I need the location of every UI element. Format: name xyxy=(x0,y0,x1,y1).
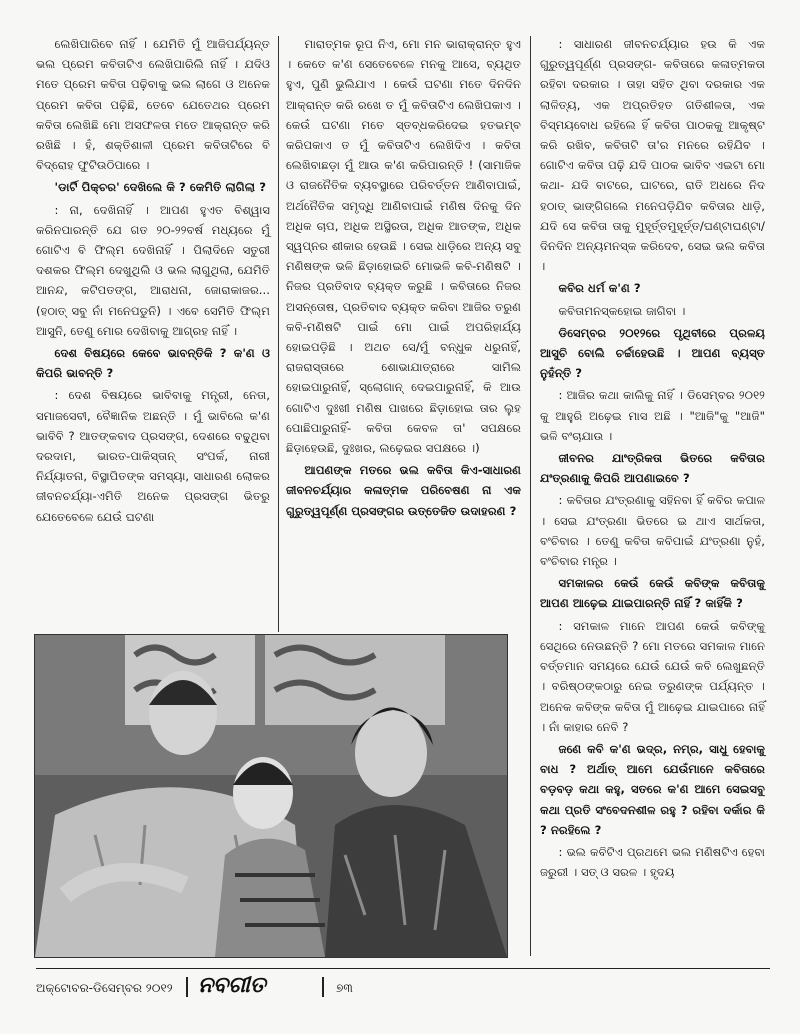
paragraph: ମାରାତ୍ମକ ରୂପ ନିଏ, ମୋ ମନ ଭାରାକ୍ରାନ୍ତ ହୁଏ । କେତେ କ'ଣ ସେତେବେଳେ ମନକୁ ଆସେ, ବ୍ୟଥିତ ହୁଏ, ପୁଣି ଭୁଲିଯାଏ । କେଉଁ ଘଟଣା ମତେ ଦିନଦିନ ଆକ୍ରାନ୍ତ କରି ରଖେ ତ ମୁଁ କବିତାଟିଏ ଲେଖିପକାଏ । କେଉଁ ଘଟଣା ମତେ ସ୍ତବ୍ଧକରିଦେଇ ହତଭମ୍ବ କରିପକାଏ ତ ମୁଁ କବିତାଟିଏ ଲେଖିଦିଏ । କବିତା ଲେଖିବାଛଡ଼ା ମୁଁ ଆଉ କ'ଣ କରିପାରନ୍ତି ! (ସାମାଜିକ ଓ ରାଜନୈତିକ ବ୍ୟବସ୍ଥାରେ ପରିବର୍ତ୍ତନ ଆଣିବାପାଇଁ, ଅର୍ଥନୈତିକ ସମୃଦ୍ଧି ଆଣିବାପାଇଁ ମଣିଷ ଦିନକୁ ଦିନ ଅଧିକ ଚାପ, ଅଧିକ ଅସ୍ଥିରତା, ଅଧିକ ଆତଙ୍କ, ଅଧିକ ସ୍ୱପ୍ନର ଶୀକାର ହେଉଛି । ସେଇ ଧାଡ଼ିରେ ଅନ୍ୟ ସବୁ ମଣିଷଙ୍କ ଭଳି ଛିଡ଼ାହୋଇଚି ମୋଭଳି କବି-ମଣିଷଟି । ନିଜର ପ୍ରତିବାଦ ବ୍ୟକ୍ତ କରୁଛି । କବିତାରେ ନିଜର ଅସନ୍ତୋଷ, ପ୍ରତିବାଦ ବ୍ୟକ୍ତ କରିବା ଆଜିର ତରୁଣ କବି-ମଣିଷଟି ପାଇଁ ମୋ ପାଇଁ ଅପରିହାର୍ଯ୍ୟ ହୋଇପଡ଼ିଛି । ଅଥଚ ସେ/ମୁଁ ବନ୍ଧୁକ ଧରୁନାହିଁ, ରାଜରାସ୍ତାରେ ଶୋଭାଯାତ୍ରାରେ ସାମିଲ ହୋଇପାରୁନାହିଁ, ସ୍ଲୋଗାନ୍ ଦେଇପାରୁନାହିଁ, କି ଆଉ ଗୋଟିଏ ଦୁଃଖୀ ମଣିଷ ପାଖରେ ଛିଡ଼ାହୋଇ ତାର ଲୁହ ପୋଛିପାରୁନାହିଁ- କବିତା କେବଳ ତା' ସପକ୍ଷରେ ଛିଡ଼ାହେଉଛି, ଦୁଃଖର, ଲଢ଼େଇର ସପକ୍ଷରେ ।) xyxy=(286,37,521,456)
article-column-1 xyxy=(36,34,270,529)
interview-question: ଜୀବନର ଯାଂତ୍ରିକତା ଭିତରେ କବିତାର ଯଂତ୍ରଣାକୁ କିପରି ଆପଣାଇବେ ? xyxy=(540,451,765,486)
interview-question: ଡିସେମ୍ବର ୨୦୧୨ରେ ପୃଥିବୀରେ ପ୍ରଳୟ ଆସୁଚି ବୋଲି ଚର୍ଚ୍ଚାହେଉଛି । ଆପଣ ବ୍ୟସ୍ତ ନୁହଁନ୍ତି ? xyxy=(540,325,765,381)
article-column-2 xyxy=(286,34,521,523)
footer-divider xyxy=(322,977,324,997)
footer-divider xyxy=(186,977,188,997)
interview-question: କବିର ଧର୍ମ କ'ଣ ? xyxy=(558,281,641,296)
paragraph: : ଦେଶ ବିଷୟରେ ଭାବିବାକୁ ମନ୍ତ୍ରୀ, ନେତା, ସମାଜସେବୀ, ବୈଜ୍ଞାନିକ ଅଛନ୍ତି । ମୁଁ ଭାବିଲେ କ'ଣ ଭାବିବି ? ଆତଙ୍କବାଦ ପ୍ରସଙ୍ଗ, ଦେଶରେ ବଢୁଥିବା ଦରଦାମ, ଭାରତ-ପାକିସ୍ତାନ୍ ସଂପର୍କ, ନାରୀ ନିର୍ଯ୍ୟାତନା, ବିସ୍ଥାପିତଙ୍କ ସମସ୍ୟା, ସାଧାରଣ ଲୋକର ଜୀବନଚର୍ଯ୍ୟା-ଏମିତି ଅନେକ ପ୍ରସଙ୍ଗ ଭିତରୁ ଯେତେବେଳେ ଯେଉଁ ଘଟଣା xyxy=(36,388,270,524)
interview-question: 'ଡାର୍ଟି ପିକ୍ଚର' ଦେଖିଲେ କି ? କେମିତି ଲାଗିଲା ? xyxy=(54,180,266,195)
paragraph: : ଭଲ କବିଟିଏ ପ୍ରଥମେ ଭଲ ମଣିଷଟିଏ ହେବା ଜରୁରୀ । ସତ୍ ଓ ସରଳ । ହୃଦୟ xyxy=(540,844,765,880)
family-photo-illustration xyxy=(35,635,507,957)
paragraph: ଲେଖିପାରିବେ ନାହିଁ । ଯେମିତି ମୁଁ ଆଜିପର୍ଯ୍ୟନ୍ତ ଭଲ ପ୍ରେମ କବିତାଟିଏ ଲେଖିପାରିଲି ନାହିଁ । ଯଦିଓ ମତେ ପ୍ରେମ କବିତା ପଢ଼ିବାକୁ ଭଲ ଲାଗେ ଓ ଅନେକ ପ୍ରେମ କବିତା ପଢ଼ିଛି, ତେବେ ଯେତେଥର ପ୍ରେମ କବିତା ଲେଖିଛି ମୋ ଅସଫଳତା ମତେ ଆକ୍ରାନ୍ତ କରି ରଖିଛି । ହଁ, ଶକ୍ତିଶାଳୀ ପ୍ରେମ କବିତାଟିରେ ବି ବିଦ୍ରୋହ ଫୁଟିଉଠିପାରେ । xyxy=(36,37,270,173)
column-divider-1 xyxy=(278,36,279,632)
paragraph: : ନା, ଦେଖିନାହିଁ । ଆପଣ ହୁଏତ ବିଶ୍ୱାସ କରିନପାରନ୍ତି ଯେ ଗତ ୨୦-୨୨ବର୍ଷ ମଧ୍ୟରେ ମୁଁ ଗୋଟିଏ ବି ଫିଲ୍ମ ଦେଖିନାହିଁ । ପିଲାଦିନେ ସତୁରୀ ଦଶକର ଫିଲ୍ମ ଦେଖୁଥିଲି ଓ ଭଲ ଲାଗୁଥିଲା, ଯେମିତି ଆନନ୍ଦ, କଟିପତଙ୍ଗ, ଆରାଧନା, ଜୋରାକାଜର...(ହଠାତ୍ ସବୁ ନାଁ ମନେପଡୁନି) । ଏବେ ସେମିତି ଫିଲ୍ମ ଆସୁନି, ତେଣୁ ମୋର ଦେଖିବାକୁ ଆଗ୍ରହ ନାହିଁ । xyxy=(36,202,270,338)
family-photo xyxy=(34,634,508,958)
issue-date: ଅକ୍ଟୋବର-ଡିସେମ୍ବର ୨୦୧୨ xyxy=(36,981,173,995)
interview-question: ଆପଣଙ୍କ ମତରେ ଭଲ କବିତା କିଏ-ସାଧାରଣ ଜୀବନଚର୍ଯ୍ୟାର କଳାତ୍ମକ ପରିବେଷଣ ନା ଏକ ଗୁରୁତ୍ୱପୂର୍ଣ୍ଣ ପ୍ରସଙ୍ଗର ଉତ୍ତେଜିତ ଉଦାହରଣ ? xyxy=(286,463,521,518)
paragraph: : କବିତାର ଯଂତ୍ରଣାକୁ ସହିନବା ହିଁ କବିର କପାଳ । ସେଇ ଯଂତ୍ରଣା ଭିତରେ ଇ ଥାଏ ସାର୍ଥକତା, ବଂଚିବାର । ତେଣୁ କବିତା କବିପାଇଁ ଯଂତ୍ରଣା ନୁହଁ, ବଂଚିବାର ମନ୍ତ୍ର । xyxy=(540,493,765,569)
article-column-3 xyxy=(540,34,765,884)
paragraph: : ଆଜିର କଥା କାଲିକୁ ନାହିଁ । ଡିସେମ୍ବର ୨୦୧୨ କୁ ଆହୁରି ଅଢ଼େଇ ମାସ ଅଛି । "ଆଜି"କୁ "ଆଜି" ଭଳି ବଂଚାଯାଉ । xyxy=(540,388,765,443)
page-number: ୭୩ xyxy=(336,981,353,995)
column-divider-2 xyxy=(530,36,531,956)
paragraph: : ସମକାଳ ମାନେ ଆପଣ କେଉଁ କବିଙ୍କୁ ସେଥିରେ ନେଉଛନ୍ତି ? ମୋ ମତରେ ସମକାଳ ମାନେ ବର୍ତ୍ତମାନ ସମୟରେ ଯେଉଁ ଯେଉଁ କବି ଲେଖୁଛନ୍ତି । ବରିଷ୍ଠଙ୍କଠାରୁ ନେଇ ତରୁଣଙ୍କ ପର୍ଯ୍ୟନ୍ତ । ଅନେକ କବିଙ୍କ କବିତା ମୁଁ ଆଢ଼େଇ ଯାଇପାରେ ନାହିଁ । ନାଁ କାହାର ନେବି ? xyxy=(540,618,765,734)
magazine-name: ନବଗୀତ xyxy=(198,973,266,998)
interview-question: ସମକାଳର କେଉଁ କେଉଁ କବିଙ୍କ କବିତାକୁ ଆପଣ ଆଢ଼େଇ ଯାଇପାରନ୍ତି ନାହିଁ ? କାହିଁକି ? xyxy=(540,576,765,611)
interview-question: ଜଣେ କବି କ'ଣ ଭଦ୍ର, ନମ୍ର, ସାଧୁ ହେବାକୁ ବାଧ ? ଅର୍ଥାତ୍ ଆମେ ଯେଉଁମାନେ କବିତାରେ ବଡ଼ବଡ଼ କଥା କହୁ, ସତରେ କ'ଣ ଆମେ ସେଇସବୁ କଥା ପ୍ରତି ସଂବେଦନଶୀଳ ରହୁ ? ରହିବା ଦର୍କାର କି ? ନରହିଲେ ? xyxy=(540,741,765,837)
paragraph: କବିତାମନସ୍କହୋଇ ଜାଗିବା । xyxy=(558,303,686,318)
page-footer xyxy=(36,968,770,999)
interview-question: ଦେଶ ବିଷୟରେ କେବେ ଭାବନ୍ତିକି ? କ'ଣ ଓ କିପରି ଭାବନ୍ତି ? xyxy=(36,346,270,381)
paragraph: : ସାଧାରଣ ଜୀବନଚର୍ଯ୍ୟାର ହଉ କି ଏକ ଗୁରୁତ୍ୱପୂର୍ଣ୍ଣ ପ୍ରସଙ୍ଗ- କବିତାରେ କଳାତ୍ମକତା ରହିବା ଦରକାର । ତାହା ସହିତ ଥିବା ଦରକାର ଏକ ଲାଳିତ୍ୟ, ଏକ ଅପ୍ରତିହତ ଗତିଶୀଳତା, ଏକ ବିସ୍ମୟବୋଧ ରହିଲେ ହିଁ କବିତା ପାଠକକୁ ଆକୃଷ୍ଟ କରି ରଖିବ, କବିତାଟି ତା'ର ମନରେ ରହିଯିବ । ଗୋଟିଏ କବିତା ପଢ଼ି ଯଦି ପାଠକ ଭାବିବ ଏଇଟା ମୋ କଥା- ଯଦି ବାଟରେ, ଘାଟରେ, ରାତି ଅଧରେ ନିଦ ହଠାତ୍ ଭାଙ୍ଗିଗଲେ ମନେପଡ଼ିଯିବ କବିତାର ଧାଡ଼ି, ଯଦି ସେ କବିତା ତାକୁ ମୁହୂର୍ତ୍ତମୁହୂର୍ତ୍ତ/ଘଣ୍ଟାଘଣ୍ଟା/ଦିନଦିନ ଅନ୍ୟମନସ୍କ କରିଦେବ, ସେଇ ଭଲ କବିତା । xyxy=(540,37,765,274)
